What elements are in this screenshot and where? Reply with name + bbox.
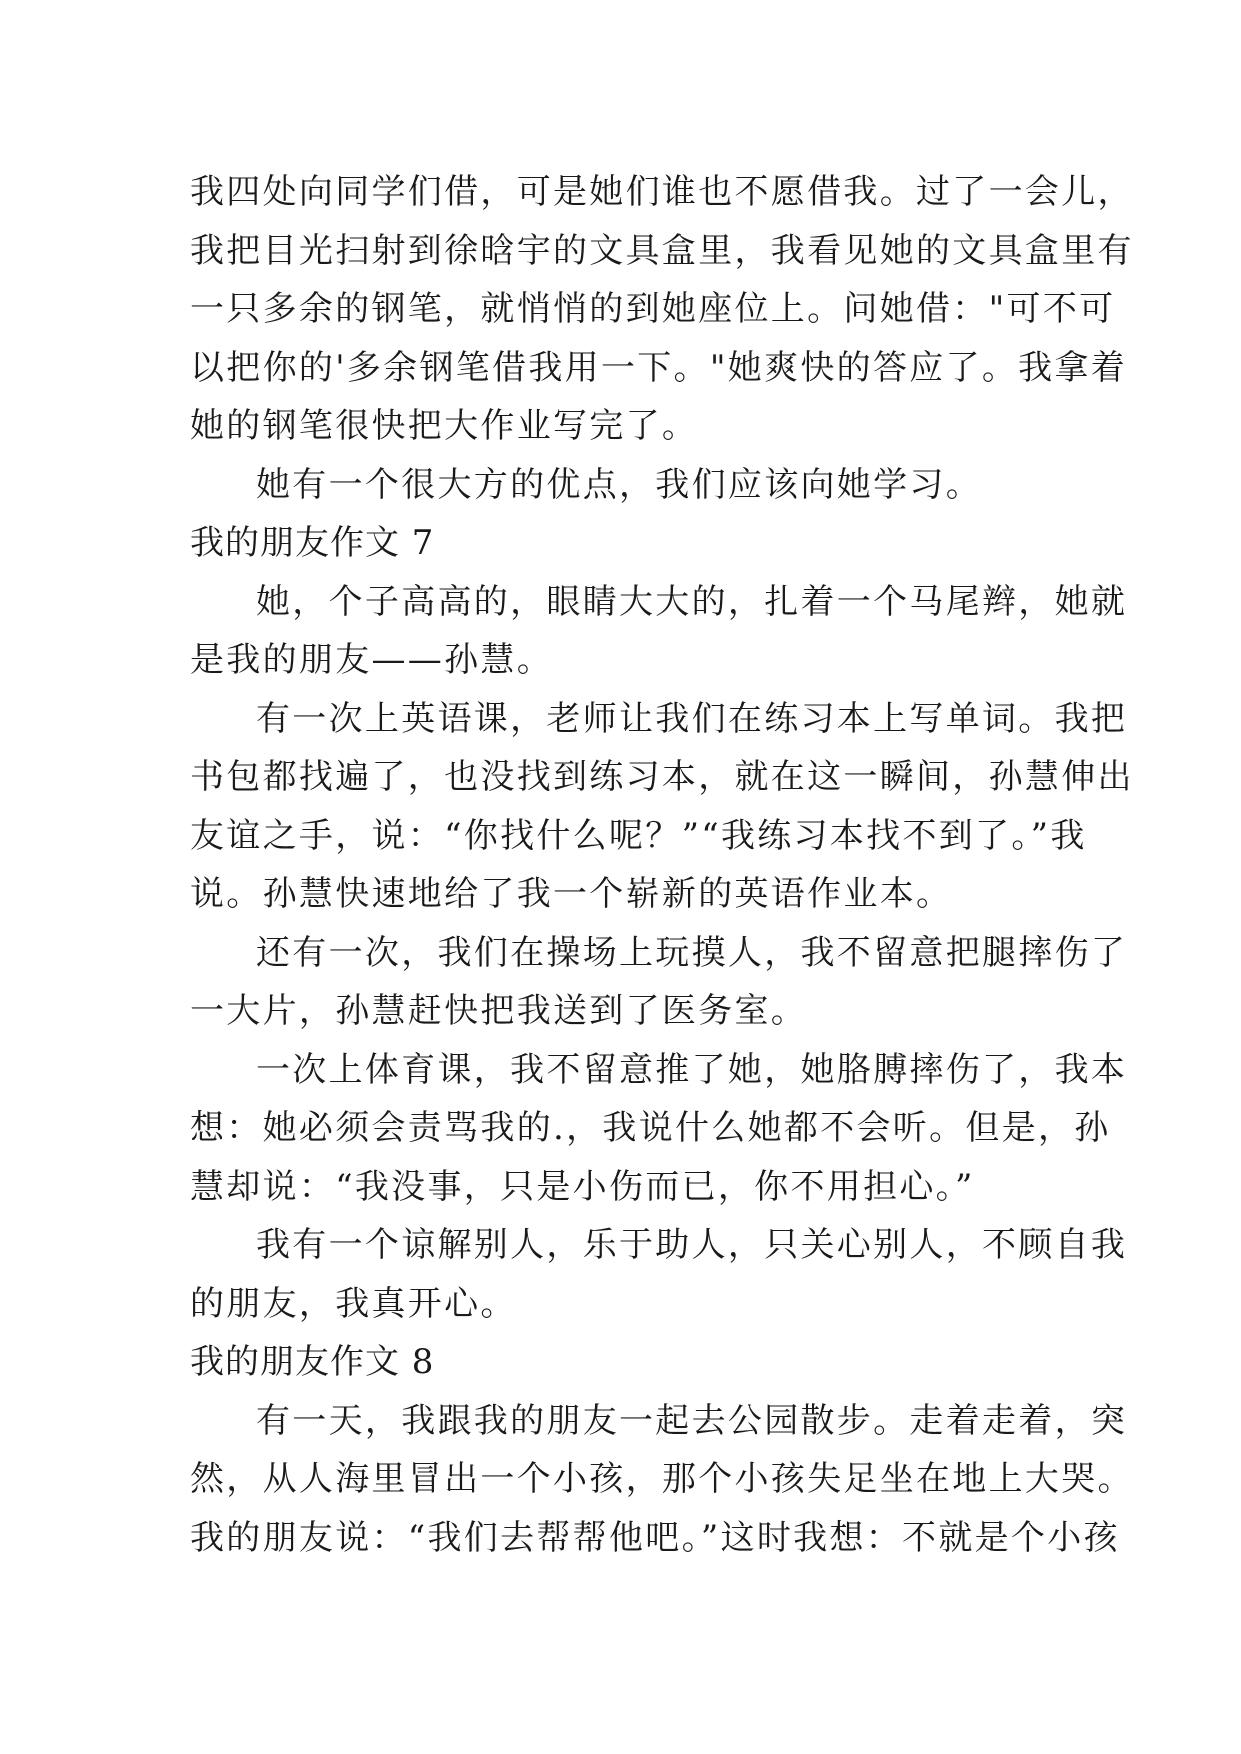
text-line: 我把目光扫射到徐晗宇的文具盒里，我看见她的文具盒里有 <box>190 230 1134 271</box>
text-line: 一只多余的钢笔，就悄悄的到她座位上。问她借："可不可 <box>190 289 1116 329</box>
paragraph-first-line: 一次上体育课，我不留意推了她，她胳膊摔伤了，我本 <box>256 1049 1128 1090</box>
text-line: 以把你的'多余钢笔借我用一下。"她爽快的答应了。我拿着 <box>190 347 1128 388</box>
section-heading: 我的朋友作文 7 <box>190 523 435 563</box>
paragraph-first-line: 她，个子高高的，眼睛大大的，扎着一个马尾辫，她就 <box>256 581 1128 622</box>
document-body <box>190 163 1134 1567</box>
text-line: 友谊之手，说：“你找什么呢？”“我练习本找不到了。”我 <box>190 815 1087 856</box>
paragraph-first-line: 还有一次，我们在操场上玩摸人，我不留意把腿摔伤了 <box>256 932 1128 973</box>
text-line: 书包都找遍了，也没找到练习本，就在这一瞬间，孙慧伸出 <box>190 757 1134 797</box>
section-heading: 我的朋友作文 8 <box>190 1342 435 1382</box>
paragraph-first-line: 有一次上英语课，老师让我们在练习本上写单词。我把 <box>256 698 1128 739</box>
text-line: 想：她必须会责骂我的.，我说什么她都不会听。但是，孙 <box>190 1108 1111 1148</box>
text-line: 她的钢笔很快把大作业写完了。 <box>190 406 699 446</box>
text-line: 我的朋友说：“我们去帮帮他吧。”这时我想：不就是个小孩 <box>190 1517 1120 1558</box>
text-line: 慧却说：“我没事，只是小伤而已，你不用担心。” <box>190 1166 975 1207</box>
text-line: 是我的朋友——孙慧。 <box>190 640 553 680</box>
paragraph-first-line: 她有一个很大方的优点，我们应该向她学习。 <box>256 464 982 505</box>
text-line: 然，从人海里冒出一个小孩，那个小孩失足坐在地上大哭。 <box>190 1459 1134 1499</box>
text-line: 的朋友，我真开心。 <box>190 1283 517 1324</box>
paragraph-first-line: 我有一个谅解别人，乐于助人，只关心别人，不顾自我 <box>256 1225 1128 1265</box>
paragraph-first-line: 有一天，我跟我的朋友一起去公园散步。走着走着，突 <box>256 1400 1128 1441</box>
text-line: 一大片，孙慧赶快把我送到了医务室。 <box>190 991 808 1031</box>
text-line: 说。孙慧快速地给了我一个崭新的英语作业本。 <box>190 874 953 914</box>
text-line: 我四处向同学们借，可是她们谁也不愿借我。过了一会儿， <box>190 172 1134 212</box>
